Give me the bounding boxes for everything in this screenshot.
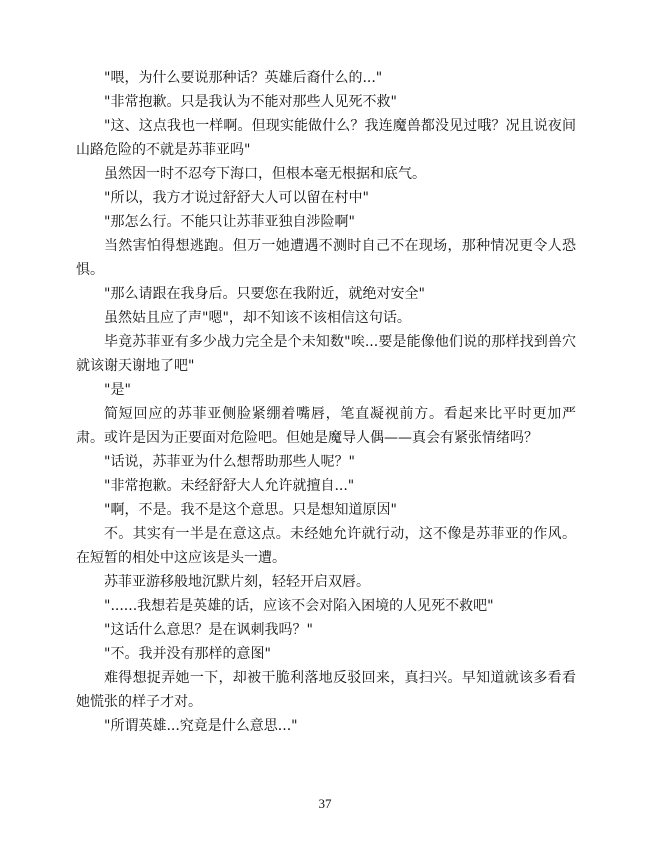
paragraph: 毕竟苏菲亚有多少战力完全是个未知数"唉...要是能像他们说的那样找到兽穴就该谢天谢地了吧": [76, 334, 576, 374]
paragraph: 虽然因一时不忍夸下海口，但根本毫无根据和底气。: [104, 166, 426, 182]
paragraph: "所以，我方才说过舒舒大人可以留在村中": [104, 190, 369, 206]
paragraph: "那怎么行。不能只让苏菲亚独自涉险啊": [104, 214, 355, 230]
body-text: [76, 66, 576, 738]
paragraph: "啊，不是。我不是这个意思。只是想知道原因": [104, 502, 397, 518]
paragraph: 苏菲亚游移般地沉默片刻，轻轻开启双唇。: [104, 574, 370, 590]
paragraph: "那么请跟在我身后。只要您在我附近，就绝对安全": [104, 286, 425, 302]
paragraph: "这、这点我也一样啊。但现实能做什么？我连魔兽都没见过哦？况且说夜间山路危险的不就是苏菲亚吗": [76, 118, 576, 158]
paragraph: 难得想捉弄她一下，却被干脆利落地反驳回来，真扫兴。早知道就该多看看她慌张的样子才对。: [76, 670, 576, 710]
page-number: 37: [318, 796, 332, 811]
paragraph: "喂，为什么要说那种话？英雄后裔什么的...": [104, 70, 383, 86]
paragraph: 当然害怕得想逃跑。但万一她遭遇不测时自己不在现场，那种情况更令人恐惧。: [76, 238, 576, 278]
paragraph: "非常抱歉。只是我认为不能对那些人见死不救": [104, 94, 397, 110]
paragraph: "所谓英雄...究竟是什么意思...": [104, 718, 298, 734]
paragraph: "是": [104, 382, 131, 398]
paragraph: "这话什么意思？是在讽刺我吗？": [104, 622, 313, 638]
paragraph: 虽然姑且应了声"嗯"，却不知该不该相信这句话。: [104, 310, 411, 326]
paragraph: "不。我并没有那样的意图": [104, 646, 271, 662]
paragraph: "非常抱歉。未经舒舒大人允许就擅自...": [104, 478, 355, 494]
paragraph: 简短回应的苏菲亚侧脸紧绷着嘴唇，笔直凝视前方。看起来比平时更加严肃。或许是因为正要面对危险吧。但她是魔导人偶——真会有紧张情绪吗？: [76, 406, 576, 446]
paragraph: "......我想若是英雄的话，应该不会对陷入困境的人见死不救吧": [104, 598, 494, 614]
paragraph: 不。其实有一半是在意这点。未经她允许就行动，这不像是苏菲亚的作风。在短暂的相处中这应该是头一遭。: [76, 526, 576, 566]
paragraph: "话说，苏菲亚为什么想帮助那些人呢？": [104, 454, 355, 470]
